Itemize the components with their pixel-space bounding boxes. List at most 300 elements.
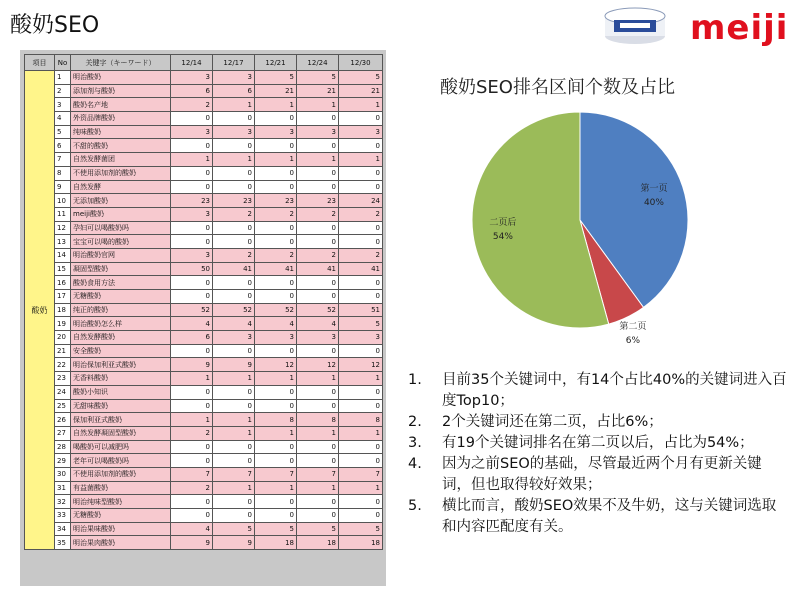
rank-cell: 1 — [297, 98, 339, 112]
table-row — [25, 358, 383, 372]
rank-cell: 1 — [297, 153, 339, 167]
rank-cell: 0 — [213, 399, 255, 413]
table-row — [25, 221, 383, 235]
rank-cell: 1 — [255, 153, 297, 167]
table-row — [25, 413, 383, 427]
row-number: 35 — [55, 536, 71, 550]
rank-cell: 6 — [171, 84, 213, 98]
rank-cell: 1 — [213, 426, 255, 440]
table-row — [25, 481, 383, 495]
row-number: 25 — [55, 399, 71, 413]
table-row — [25, 262, 383, 276]
rank-cell: 7 — [213, 467, 255, 481]
table-row — [25, 303, 383, 317]
rank-cell: 0 — [255, 385, 297, 399]
summary-text: 目前35个关键词中，有14个占比40%的关键词进入百度Top10； — [442, 372, 787, 409]
table-row — [25, 509, 383, 523]
rank-cell: 23 — [297, 194, 339, 208]
rank-cell: 0 — [255, 139, 297, 153]
row-number: 5 — [55, 125, 71, 139]
keyword-cell: 外资品牌酸奶 — [71, 112, 171, 126]
rank-cell: 1 — [213, 98, 255, 112]
keyword-cell: 无添加酸奶 — [71, 194, 171, 208]
rank-cell: 0 — [171, 440, 213, 454]
rank-cell: 1 — [339, 426, 383, 440]
rank-cell: 21 — [339, 84, 383, 98]
keyword-cell: 不甜的酸奶 — [71, 139, 171, 153]
row-number: 23 — [55, 372, 71, 386]
rank-cell: 8 — [339, 413, 383, 427]
rank-cell: 1 — [339, 153, 383, 167]
header-date: 12/24 — [297, 55, 339, 71]
table-row — [25, 385, 383, 399]
table-row — [25, 467, 383, 481]
rank-cell: 0 — [255, 440, 297, 454]
rank-cell: 0 — [339, 495, 383, 509]
rank-cell: 0 — [255, 290, 297, 304]
summary-text: 横比而言，酸奶SEO效果不及牛奶，这与关键词选取和内容匹配度有关。 — [442, 498, 777, 535]
row-number: 4 — [55, 112, 71, 126]
rank-cell: 0 — [297, 221, 339, 235]
rank-cell: 0 — [213, 112, 255, 126]
header-item: 项目 — [25, 55, 55, 71]
rank-cell: 2 — [171, 426, 213, 440]
rank-cell: 3 — [255, 331, 297, 345]
rank-cell: 7 — [171, 467, 213, 481]
rank-cell: 50 — [171, 262, 213, 276]
summary-item — [408, 370, 788, 412]
rank-cell: 3 — [213, 331, 255, 345]
rank-cell: 0 — [339, 344, 383, 358]
rank-cell: 5 — [255, 522, 297, 536]
rank-cell: 9 — [171, 536, 213, 550]
rank-cell: 0 — [171, 180, 213, 194]
rank-cell: 0 — [171, 495, 213, 509]
summary-number: 3. — [408, 435, 422, 451]
page-title: 酸奶SEO — [10, 13, 100, 38]
keyword-cell: 喝酸奶可以减肥吗 — [71, 440, 171, 454]
row-number: 2 — [55, 84, 71, 98]
rank-cell: 6 — [213, 84, 255, 98]
rank-cell: 3 — [255, 125, 297, 139]
rank-cell: 41 — [339, 262, 383, 276]
summary-item — [408, 433, 788, 454]
rank-cell: 1 — [213, 413, 255, 427]
rank-cell: 5 — [339, 317, 383, 331]
rank-cell: 0 — [213, 290, 255, 304]
table-row — [25, 276, 383, 290]
row-number: 18 — [55, 303, 71, 317]
table-row — [25, 331, 383, 345]
table-row — [25, 454, 383, 468]
rank-cell: 0 — [297, 454, 339, 468]
rank-cell: 9 — [213, 358, 255, 372]
rank-cell: 52 — [213, 303, 255, 317]
table-row — [25, 153, 383, 167]
pie-label — [479, 216, 527, 244]
rank-cell: 0 — [213, 440, 255, 454]
rank-cell: 0 — [339, 166, 383, 180]
summary-text: 因为之前SEO的基础，尽管最近两个月有更新关键词，但也取得较好效果； — [442, 456, 762, 493]
rank-cell: 0 — [171, 454, 213, 468]
rank-cell: 52 — [171, 303, 213, 317]
rank-cell: 0 — [297, 440, 339, 454]
rank-cell: 3 — [171, 125, 213, 139]
rank-cell: 3 — [171, 248, 213, 262]
meiji-logo: meiji — [690, 8, 789, 48]
table-header-row — [25, 55, 383, 71]
row-number: 29 — [55, 454, 71, 468]
table-row — [25, 426, 383, 440]
rank-cell: 21 — [297, 84, 339, 98]
rank-cell: 0 — [339, 509, 383, 523]
table-row — [25, 399, 383, 413]
keyword-cell: 自然发酵凝固型酸奶 — [71, 426, 171, 440]
row-number: 28 — [55, 440, 71, 454]
rank-cell: 9 — [213, 536, 255, 550]
rank-cell: 7 — [339, 467, 383, 481]
row-number: 1 — [55, 71, 71, 85]
rank-cell: 41 — [297, 262, 339, 276]
rank-cell: 23 — [171, 194, 213, 208]
keyword-cell: 老年可以喝酸奶吗 — [71, 454, 171, 468]
rank-cell: 5 — [339, 522, 383, 536]
rank-cell: 7 — [255, 467, 297, 481]
table-row — [25, 112, 383, 126]
rank-cell: 0 — [171, 344, 213, 358]
rank-cell: 3 — [213, 125, 255, 139]
header-date: 12/21 — [255, 55, 297, 71]
rank-cell: 1 — [339, 372, 383, 386]
rank-cell: 0 — [297, 344, 339, 358]
table-row — [25, 235, 383, 249]
rank-cell: 2 — [297, 248, 339, 262]
rank-cell: 0 — [339, 112, 383, 126]
row-number: 8 — [55, 166, 71, 180]
pie-label-percent: 6% — [625, 335, 641, 346]
rank-cell: 18 — [297, 536, 339, 550]
rank-cell: 0 — [255, 221, 297, 235]
keyword-cell: 明治纯味型酸奶 — [71, 495, 171, 509]
table-row — [25, 372, 383, 386]
row-number: 17 — [55, 290, 71, 304]
rank-cell: 0 — [255, 112, 297, 126]
keyword-cell: 不使用添加剂的酸奶 — [71, 467, 171, 481]
rank-cell: 0 — [297, 290, 339, 304]
table-row — [25, 248, 383, 262]
summary-item — [408, 496, 788, 538]
keyword-cell: 无甜味酸奶 — [71, 399, 171, 413]
row-number: 12 — [55, 221, 71, 235]
row-number: 11 — [55, 207, 71, 221]
rank-cell: 0 — [297, 495, 339, 509]
rank-cell: 5 — [297, 71, 339, 85]
rank-cell: 18 — [255, 536, 297, 550]
rank-cell: 0 — [339, 139, 383, 153]
row-number: 7 — [55, 153, 71, 167]
rank-cell: 0 — [255, 454, 297, 468]
rank-cell: 3 — [339, 331, 383, 345]
rank-cell: 0 — [171, 166, 213, 180]
rank-cell: 0 — [213, 495, 255, 509]
table-row — [25, 440, 383, 454]
rank-cell: 3 — [339, 125, 383, 139]
rank-cell: 0 — [171, 509, 213, 523]
pie-label-percent: 40% — [643, 197, 664, 208]
rank-cell: 12 — [339, 358, 383, 372]
rank-cell: 0 — [171, 139, 213, 153]
rank-cell: 51 — [339, 303, 383, 317]
rank-cell: 0 — [171, 221, 213, 235]
rank-cell: 0 — [339, 235, 383, 249]
rank-cell: 0 — [171, 385, 213, 399]
rank-cell: 0 — [339, 385, 383, 399]
product-image — [600, 6, 670, 46]
rank-cell: 41 — [255, 262, 297, 276]
keyword-cell: 纯味酸奶 — [71, 125, 171, 139]
row-number: 10 — [55, 194, 71, 208]
rank-cell: 0 — [213, 385, 255, 399]
rank-cell: 24 — [339, 194, 383, 208]
rank-cell: 1 — [255, 372, 297, 386]
rank-cell: 0 — [297, 385, 339, 399]
keyword-cell: 添加剂与酸奶 — [71, 84, 171, 98]
table-row — [25, 522, 383, 536]
rank-cell: 0 — [255, 495, 297, 509]
rank-cell: 1 — [213, 153, 255, 167]
row-number: 30 — [55, 467, 71, 481]
rank-cell: 1 — [171, 413, 213, 427]
keyword-cell: 无香料酸奶 — [71, 372, 171, 386]
keyword-cell: 明治果味酸奶 — [71, 522, 171, 536]
rank-cell: 5 — [339, 71, 383, 85]
header-date: 12/17 — [213, 55, 255, 71]
rank-cell: 1 — [255, 426, 297, 440]
row-number: 34 — [55, 522, 71, 536]
row-number: 31 — [55, 481, 71, 495]
summary-item — [408, 412, 788, 433]
keyword-cell: 纯正的酸奶 — [71, 303, 171, 317]
table-row — [25, 180, 383, 194]
pie-label-percent: 54% — [492, 232, 513, 243]
rank-cell: 4 — [255, 317, 297, 331]
summary-item — [408, 454, 788, 496]
row-number: 13 — [55, 235, 71, 249]
summary-number: 4. — [408, 456, 422, 472]
rank-cell: 2 — [171, 98, 213, 112]
rank-cell: 0 — [297, 139, 339, 153]
rank-cell: 1 — [339, 98, 383, 112]
keyword-cell: 安全酸奶 — [71, 344, 171, 358]
keyword-cell: 明治酸奶怎么样 — [71, 317, 171, 331]
rank-cell: 1 — [171, 372, 213, 386]
rank-cell: 2 — [339, 248, 383, 262]
rank-cell: 5 — [255, 71, 297, 85]
rank-cell: 23 — [255, 194, 297, 208]
row-number: 16 — [55, 276, 71, 290]
keyword-cell: 自然发酵酸奶 — [71, 331, 171, 345]
keyword-cell: meiji酸奶 — [71, 207, 171, 221]
table-row — [25, 98, 383, 112]
summary-text: 2个关键词还在第二页，占比6%； — [442, 414, 663, 430]
rank-cell: 0 — [297, 180, 339, 194]
pie-label-name: 二页后 — [489, 218, 517, 229]
keyword-cell: 保加利亚式酸奶 — [71, 413, 171, 427]
rank-cell: 0 — [213, 344, 255, 358]
keyword-cell: 凝固型酸奶 — [71, 262, 171, 276]
rank-cell: 0 — [297, 166, 339, 180]
row-number: 15 — [55, 262, 71, 276]
summary-number: 5. — [408, 498, 422, 514]
rank-cell: 0 — [297, 399, 339, 413]
rank-cell: 0 — [255, 344, 297, 358]
summary-text: 有19个关键词排名在第二页以后，占比为54%； — [442, 435, 754, 451]
rank-cell: 0 — [297, 509, 339, 523]
rank-cell: 0 — [171, 399, 213, 413]
rank-cell: 8 — [297, 413, 339, 427]
table-row — [25, 71, 383, 85]
rank-cell: 3 — [213, 71, 255, 85]
rank-cell: 0 — [255, 509, 297, 523]
row-number: 21 — [55, 344, 71, 358]
summary-number: 2. — [408, 414, 422, 430]
keyword-cell: 有益菌酸奶 — [71, 481, 171, 495]
rank-cell: 12 — [297, 358, 339, 372]
rank-cell: 1 — [297, 426, 339, 440]
chart-title: 酸奶SEO排名区间个数及占比 — [440, 77, 675, 98]
keyword-cell: 自然发酵 — [71, 180, 171, 194]
rank-cell: 1 — [255, 481, 297, 495]
row-number: 22 — [55, 358, 71, 372]
rank-cell: 0 — [213, 139, 255, 153]
row-number: 27 — [55, 426, 71, 440]
rank-cell: 0 — [339, 399, 383, 413]
rank-cell: 0 — [171, 276, 213, 290]
summary-number: 1. — [408, 372, 422, 388]
header-keyword: 关键字（キーワード） — [71, 55, 171, 71]
rank-cell: 0 — [255, 166, 297, 180]
rank-cell: 0 — [339, 454, 383, 468]
rank-cell: 0 — [255, 180, 297, 194]
keyword-table — [20, 50, 386, 586]
keyword-cell: 不使用添加剂的酸奶 — [71, 166, 171, 180]
table-row — [25, 317, 383, 331]
pie-label — [630, 182, 678, 210]
pie-label-name: 第一页 — [640, 183, 668, 194]
row-number: 9 — [55, 180, 71, 194]
table-row — [25, 344, 383, 358]
rank-cell: 0 — [297, 235, 339, 249]
keyword-cell: 酸奶小知识 — [71, 385, 171, 399]
rank-cell: 5 — [297, 522, 339, 536]
table-row — [25, 207, 383, 221]
rank-cell: 0 — [213, 509, 255, 523]
rank-cell: 3 — [297, 125, 339, 139]
keyword-cell: 明治酸奶 — [71, 71, 171, 85]
rank-cell: 0 — [213, 166, 255, 180]
rank-cell: 2 — [213, 207, 255, 221]
rank-cell: 2 — [255, 248, 297, 262]
rank-cell: 0 — [339, 221, 383, 235]
pie-label-name: 第二页 — [619, 321, 647, 332]
row-number: 14 — [55, 248, 71, 262]
keyword-cell: 自然发酵菌团 — [71, 153, 171, 167]
row-number: 32 — [55, 495, 71, 509]
rank-cell: 5 — [213, 522, 255, 536]
rank-cell: 1 — [297, 372, 339, 386]
rank-cell: 2 — [255, 207, 297, 221]
keyword-cell: 无糖酸奶 — [71, 290, 171, 304]
keyword-cell: 明治果肉酸奶 — [71, 536, 171, 550]
rank-cell: 1 — [339, 481, 383, 495]
rank-cell: 52 — [255, 303, 297, 317]
rank-cell: 0 — [297, 276, 339, 290]
rank-cell: 0 — [339, 290, 383, 304]
keyword-cell: 明治保加利亚式酸奶 — [71, 358, 171, 372]
rank-cell: 6 — [171, 331, 213, 345]
row-number: 26 — [55, 413, 71, 427]
row-number: 19 — [55, 317, 71, 331]
pie-label — [609, 320, 657, 348]
rank-cell: 0 — [171, 290, 213, 304]
rank-cell: 4 — [171, 522, 213, 536]
rank-cell: 1 — [213, 372, 255, 386]
table-row — [25, 166, 383, 180]
rank-cell: 0 — [213, 180, 255, 194]
header-no: No — [55, 55, 71, 71]
rank-cell: 18 — [339, 536, 383, 550]
category-cell: 酸奶 — [25, 71, 55, 550]
header-date: 12/30 — [339, 55, 383, 71]
rank-cell: 0 — [339, 276, 383, 290]
rank-cell: 0 — [255, 276, 297, 290]
keyword-cell: 孕妇可以喝酸奶吗 — [71, 221, 171, 235]
rank-cell: 4 — [297, 317, 339, 331]
table-row — [25, 536, 383, 550]
rank-cell: 23 — [213, 194, 255, 208]
rank-cell: 4 — [171, 317, 213, 331]
table-row — [25, 495, 383, 509]
row-number: 33 — [55, 509, 71, 523]
rank-cell: 1 — [255, 98, 297, 112]
rank-cell: 2 — [339, 207, 383, 221]
rank-cell: 0 — [255, 399, 297, 413]
rank-cell: 0 — [213, 221, 255, 235]
table-row — [25, 125, 383, 139]
rank-cell: 52 — [297, 303, 339, 317]
header-date: 12/14 — [171, 55, 213, 71]
rank-cell: 41 — [213, 262, 255, 276]
keyword-cell: 宝宝可以喝的酸奶 — [71, 235, 171, 249]
rank-cell: 0 — [213, 454, 255, 468]
keyword-cell: 明治酸奶官网 — [71, 248, 171, 262]
rank-cell: 8 — [255, 413, 297, 427]
table-row — [25, 139, 383, 153]
row-number: 24 — [55, 385, 71, 399]
rank-cell: 0 — [339, 180, 383, 194]
row-number: 3 — [55, 98, 71, 112]
row-number: 6 — [55, 139, 71, 153]
rank-cell: 4 — [213, 317, 255, 331]
table-row — [25, 84, 383, 98]
rank-cell: 1 — [297, 481, 339, 495]
rank-cell: 2 — [297, 207, 339, 221]
rank-cell: 0 — [171, 112, 213, 126]
table-row — [25, 290, 383, 304]
rank-cell: 0 — [255, 235, 297, 249]
rank-cell: 3 — [171, 71, 213, 85]
rank-cell: 0 — [297, 112, 339, 126]
